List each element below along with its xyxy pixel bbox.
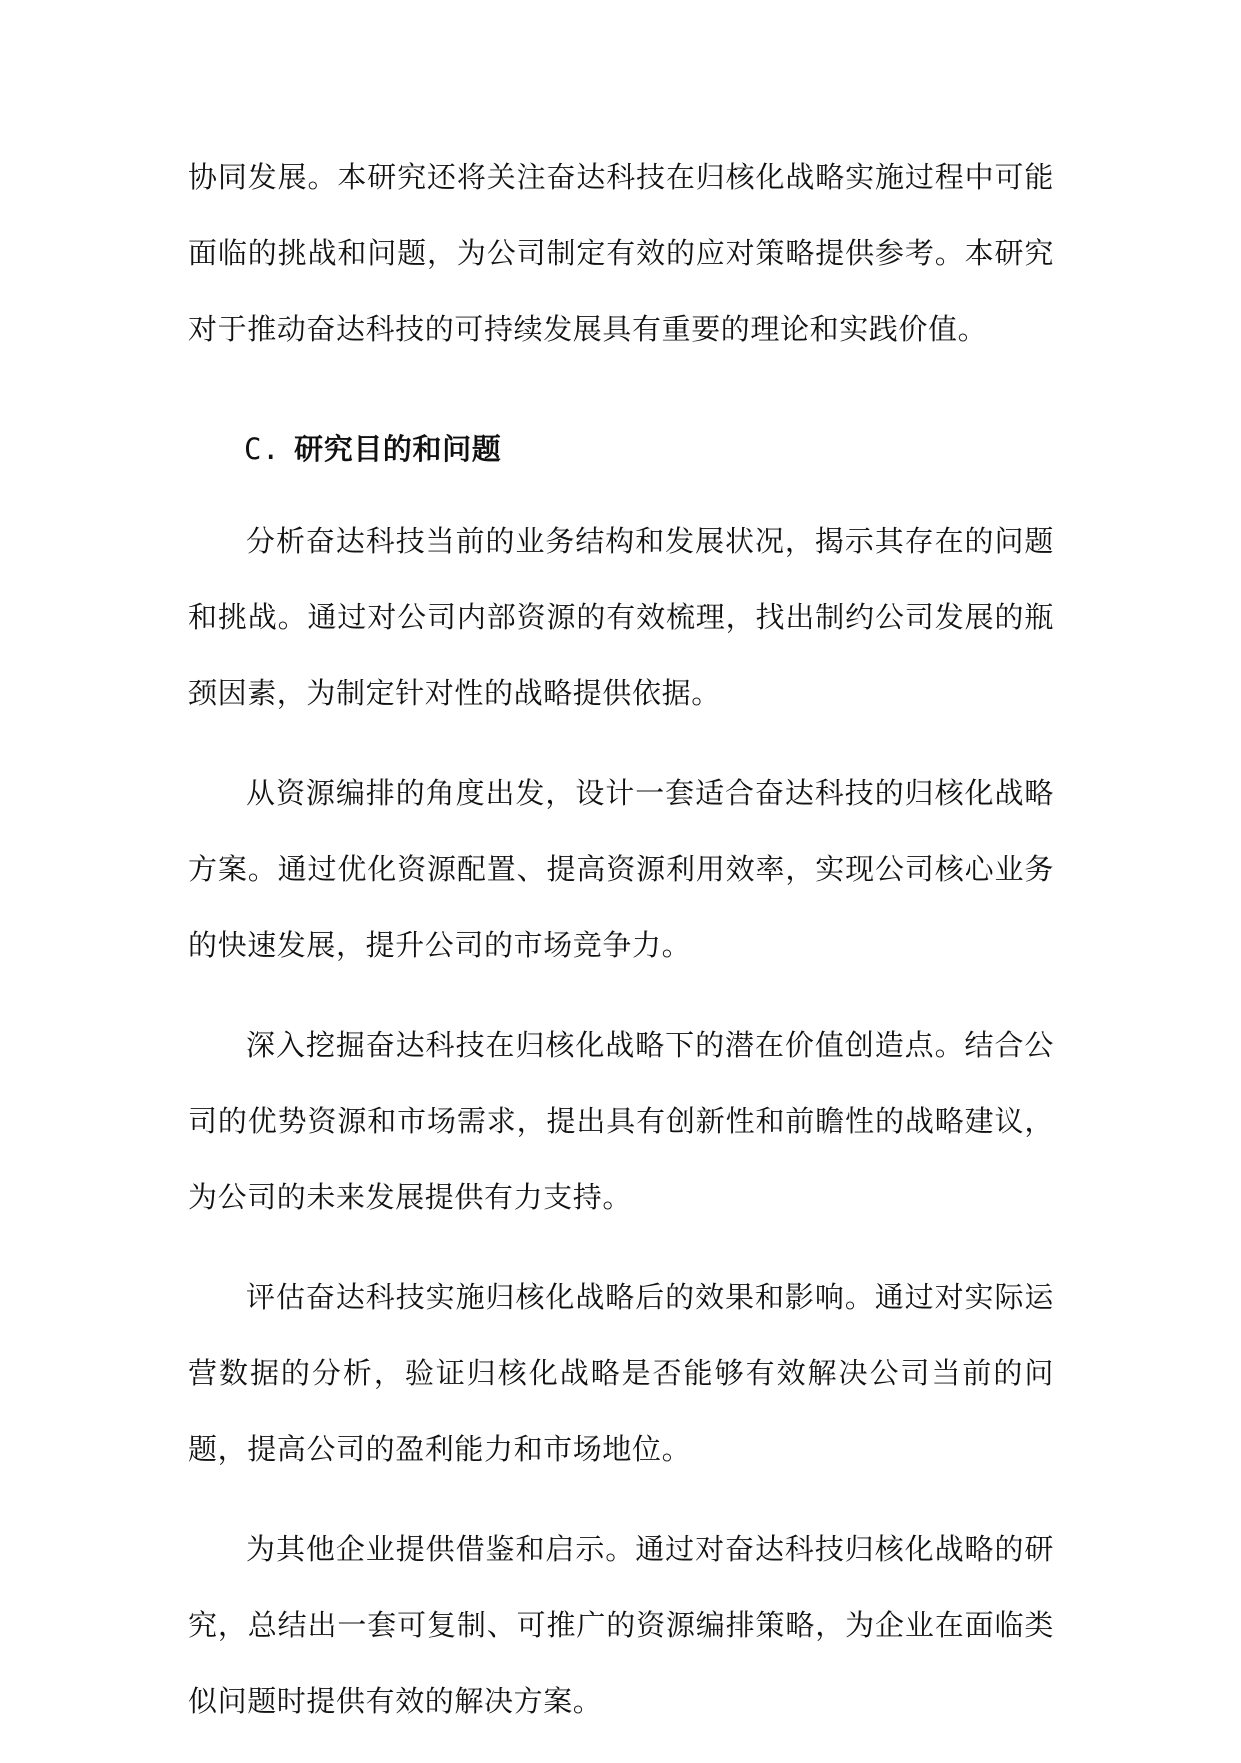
paragraph-strategy-design: 从资源编排的角度出发，设计一套适合奋达科技的归核化战略方案。通过优化资源配置、提高资源利用效率，实现公司核心业务的快速发展，提升公司的市场竞争力。 <box>188 776 1054 962</box>
section-title: 研究目的和问题 <box>294 432 502 466</box>
paragraph-value-creation: 深入挖掘奋达科技在归核化战略下的潜在价值创造点。结合公司的优势资源和市场需求，提出具有创新性和前瞻性的战略建议，为公司的未来发展提供有力支持。 <box>188 1028 1054 1214</box>
paragraph-evaluation: 评估奋达科技实施归核化战略后的效果和影响。通过对实际运营数据的分析，验证归核化战略是否能够有效解决公司当前的问题，提高公司的盈利能力和市场地位。 <box>188 1280 1054 1466</box>
paragraph-reference-value: 为其他企业提供借鉴和启示。通过对奋达科技归核化战略的研究，总结出一套可复制、可推广的资源编排策略，为企业在面临类似问题时提供有效的解决方案。 <box>188 1532 1054 1718</box>
document-body <box>188 139 1054 1763</box>
paragraph-analysis: 分析奋达科技当前的业务结构和发展状况，揭示其存在的问题和挑战。通过对公司内部资源的有效梳理，找出制约公司发展的瓶颈因素，为制定针对性的战略提供依据。 <box>188 524 1054 710</box>
section-number: C. <box>244 432 281 466</box>
section-heading <box>188 411 1054 487</box>
intro-paragraph: 协同发展。本研究还将关注奋达科技在归核化战略实施过程中可能面临的挑战和问题，为公司制定有效的应对策略提供参考。本研究对于推动奋达科技的可持续发展具有重要的理论和实践价值。 <box>188 160 1054 346</box>
